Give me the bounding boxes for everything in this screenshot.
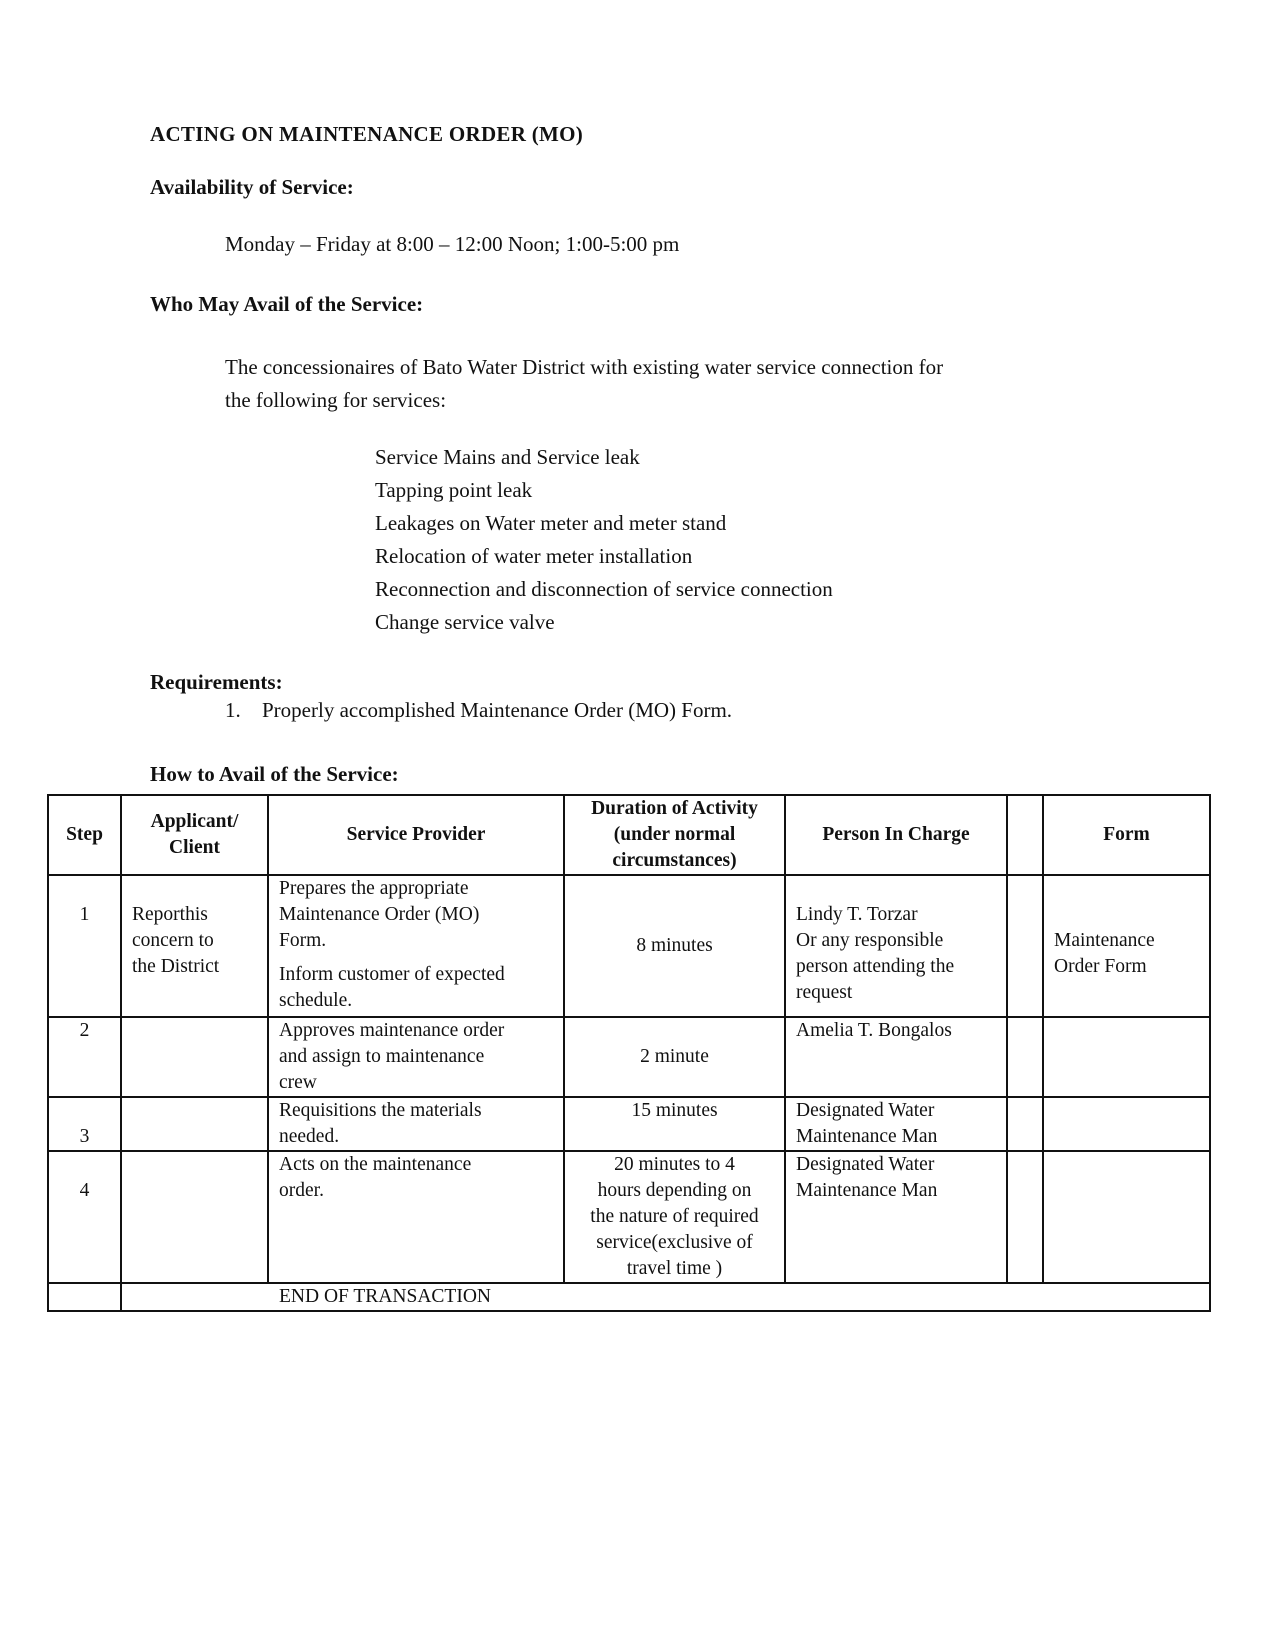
cell-duration: 20 minutes to 4 hours depending on the nature of required service(exclusive of travel time )	[564, 1151, 785, 1283]
cell-applicant	[121, 1151, 268, 1283]
availability-text: Monday – Friday at 8:00 – 12:00 Noon; 1:00-5:00 pm	[225, 232, 680, 256]
header-service-provider: Service Provider	[268, 795, 564, 875]
header-person-in-charge: Person In Charge	[785, 795, 1007, 875]
table-row	[48, 875, 1210, 1017]
who-text-line-2: the following for services:	[225, 388, 447, 412]
list-item	[225, 698, 732, 723]
procedure-table	[47, 794, 1211, 1312]
cell-blank	[1007, 1151, 1043, 1283]
table-row	[48, 1097, 1210, 1151]
header-form: Form	[1043, 795, 1210, 875]
cell-step: 4	[48, 1151, 121, 1283]
list-item: Leakages on Water meter and meter stand	[375, 511, 727, 535]
cell-service-provider: Requisitions the materials needed.	[268, 1097, 564, 1151]
cell-service-provider: Prepares the appropriate Maintenance Order (MO) Form. Inform customer of expected schedule.	[268, 875, 564, 1017]
cell-form	[1043, 1151, 1210, 1283]
list-item: Relocation of water meter installation	[375, 544, 693, 568]
availability-heading: Availability of Service:	[150, 175, 354, 199]
cell-service-provider: Approves maintenance order and assign to maintenance crew	[268, 1017, 564, 1097]
cell-applicant	[121, 1017, 268, 1097]
cell-applicant	[121, 1097, 268, 1151]
header-applicant: Applicant/ Client	[121, 795, 268, 875]
list-item: Service Mains and Service leak	[375, 445, 640, 469]
cell-person-in-charge: Lindy T. Torzar Or any responsible person attending the request	[785, 875, 1007, 1017]
table-row	[48, 1151, 1210, 1283]
end-of-transaction: END OF TRANSACTION	[121, 1283, 1210, 1311]
cell-person-in-charge: Amelia T. Bongalos	[785, 1017, 1007, 1097]
cell-service-provider: Acts on the maintenance order.	[268, 1151, 564, 1283]
cell-blank	[1007, 1017, 1043, 1097]
cell-blank	[1007, 1097, 1043, 1151]
list-item: Tapping point leak	[375, 478, 533, 502]
header-duration: Duration of Activity (under normal circumstances)	[564, 795, 785, 875]
header-blank	[1007, 795, 1043, 875]
list-item-text: Properly accomplished Maintenance Order (MO) Form.	[262, 698, 733, 722]
services-list	[375, 441, 833, 639]
cell-form	[1043, 1097, 1210, 1151]
cell-person-in-charge: Designated Water Maintenance Man	[785, 1151, 1007, 1283]
list-item: Reconnection and disconnection of service connection	[375, 577, 833, 601]
table-footer-row	[48, 1283, 1210, 1311]
cell-blank	[1007, 875, 1043, 1017]
header-step: Step	[48, 795, 121, 875]
cell-applicant: Reporthis concern to the District	[121, 875, 268, 1017]
cell-form: Maintenance Order Form	[1043, 875, 1210, 1017]
list-item: Change service valve	[375, 610, 555, 634]
cell-duration: 15 minutes	[564, 1097, 785, 1151]
who-text-line-1: The concessionaires of Bato Water District with existing water service connection for	[225, 355, 944, 379]
requirements-heading: Requirements:	[150, 670, 283, 694]
cell-form	[1043, 1017, 1210, 1097]
page-title: ACTING ON MAINTENANCE ORDER (MO)	[150, 122, 584, 146]
who-heading: Who May Avail of the Service:	[150, 292, 424, 316]
how-heading: How to Avail of the Service:	[150, 762, 399, 786]
cell-step: 1	[48, 875, 121, 1017]
cell-person-in-charge: Designated Water Maintenance Man	[785, 1097, 1007, 1151]
table-header-row	[48, 795, 1210, 875]
cell-step	[48, 1283, 121, 1311]
requirements-list	[225, 698, 732, 723]
cell-duration: 2 minute	[564, 1017, 785, 1097]
cell-duration: 8 minutes	[564, 875, 785, 1017]
table-row	[48, 1017, 1210, 1097]
list-number: 1.	[225, 698, 241, 722]
cell-step: 3	[48, 1097, 121, 1151]
cell-step: 2	[48, 1017, 121, 1097]
